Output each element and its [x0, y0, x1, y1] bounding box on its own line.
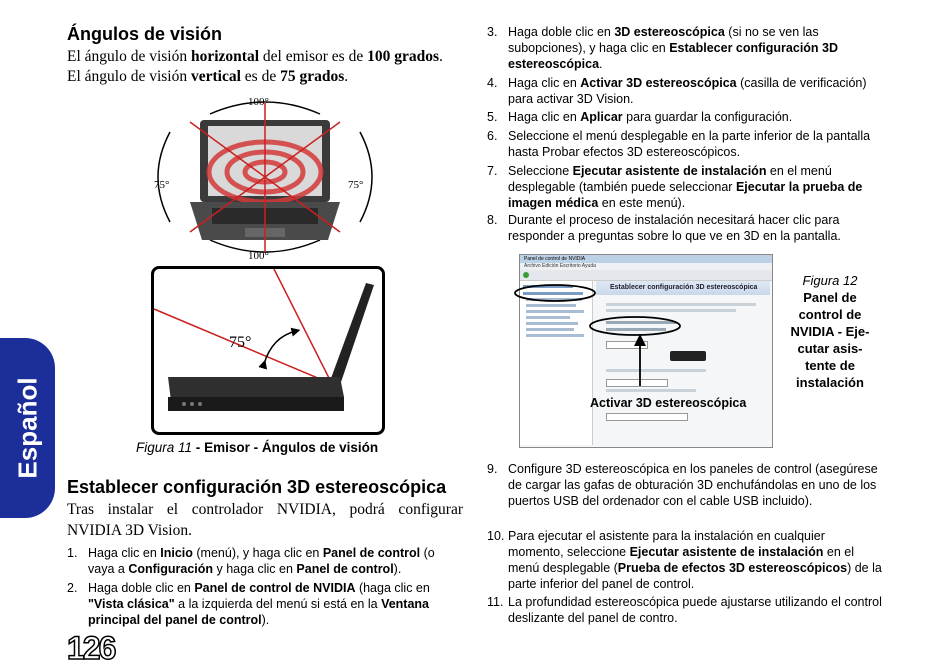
side-angle-label: 75°: [229, 334, 252, 351]
side-angle-diagram: [151, 266, 385, 435]
step-text: Configure 3D estereoscópica en los paneles de control (asegúrese de cargar las gafas de obturación 3D enchufándolas en uno de los puertos USB del ordenador con el cable USB incluido).: [508, 462, 878, 508]
step-number: 11.: [487, 595, 504, 609]
viewing-angles-heading: Ángulos de visión: [67, 24, 223, 44]
language-tab: [0, 338, 55, 518]
step-text: Haga clic en Aplicar para guardar la configuración.: [508, 110, 793, 124]
screenshot-callouts: [510, 276, 760, 406]
step-text: Haga clic en Activar 3D estereoscópica (casilla de verificación) para activar 3D Vision.: [508, 76, 867, 106]
front-angle-diagram: [150, 92, 380, 262]
step-number: 9.: [487, 462, 498, 476]
stereo-intro-text: Tras instalar el controlador NVIDIA, podrá configurar NVIDIA 3D Vision.: [67, 501, 463, 539]
stereo-setup-heading: Establecer configuración 3D estereoscópica: [67, 477, 447, 497]
step-text: La profundidad estereoscópica puede ajustarse utilizando el control deslizante del panel de contro.: [508, 595, 882, 625]
step-number: 6.: [487, 129, 498, 143]
step-number: 4.: [487, 76, 498, 90]
vertical-angle-text: El ángulo de visión vertical es de 75 grados.: [67, 68, 349, 85]
step-number: 7.: [487, 164, 498, 178]
step-number: 1.: [67, 546, 78, 560]
screenshot-menubar: Archivo Edición Escritorio Ayuda: [520, 263, 772, 270]
angle-top-label: 100°: [248, 96, 269, 108]
screenshot-panel-title: Establecer configuración 3D estereoscópica: [610, 284, 758, 291]
step-text: Haga clic en Inicio (menú), y haga clic en Panel de control (o vaya a Configuración y haga clic en Panel de control).: [88, 546, 435, 576]
horizontal-angle-text: El ángulo de visión horizontal del emisor es de 100 grados.: [67, 48, 443, 65]
figure-12-caption: Figura 12 Panel de control de NVIDIA - Eje- cutar asis- tente de instalación: [790, 273, 870, 390]
step-number: 5.: [487, 110, 498, 124]
step-text: Para ejecutar el asistente para la instalación en cualquier momento, seleccione Ejecutar asistente de instalación en el menú desplegable (Prueba de efectos 3D estereoscópicos) de la parte inferior del panel de control.: [508, 529, 882, 591]
angle-bottom-label: 100°: [248, 250, 269, 262]
step-text: Seleccione Ejecutar asistente de instalación en el menú desplegable (también puede seleccionar Ejecutar la prueba de imagen médica en este menú).: [508, 164, 863, 210]
step-text: Durante el proceso de instalación necesitará hacer clic para responder a preguntas sobre lo que ve en 3D en la pantalla.: [508, 213, 841, 243]
screenshot-titlebar: Panel de control de NVIDIA: [520, 255, 772, 263]
step-number: 2.: [67, 581, 78, 595]
language-tab-label: Español: [12, 377, 42, 479]
step-number: 10.: [487, 529, 505, 543]
page-number: 126: [67, 630, 115, 666]
step-text: Haga doble clic en Panel de control de NVIDIA (haga clic en "Vista clásica" a la izquierda del menú si está en la Ventana principal del panel de control).: [88, 581, 430, 627]
figure-11-caption: Figura 11 - Emisor - Ángulos de visión: [136, 440, 379, 455]
screenshot-callout-label: Activar 3D estereoscópica: [590, 396, 747, 410]
step-text: Seleccione el menú desplegable en la parte inferior de la pantalla hasta Probar efectos 3D estereoscópicos.: [508, 129, 871, 159]
step-number: 3.: [487, 25, 498, 39]
step-text: Haga doble clic en 3D estereoscópica (si no se ven las subopciones), y haga clic en Establecer configuración 3D estereoscópica.: [508, 25, 839, 71]
step-number: 8.: [487, 213, 498, 227]
angle-right-label: 75°: [348, 179, 364, 191]
angle-left-label: 75°: [154, 179, 170, 191]
